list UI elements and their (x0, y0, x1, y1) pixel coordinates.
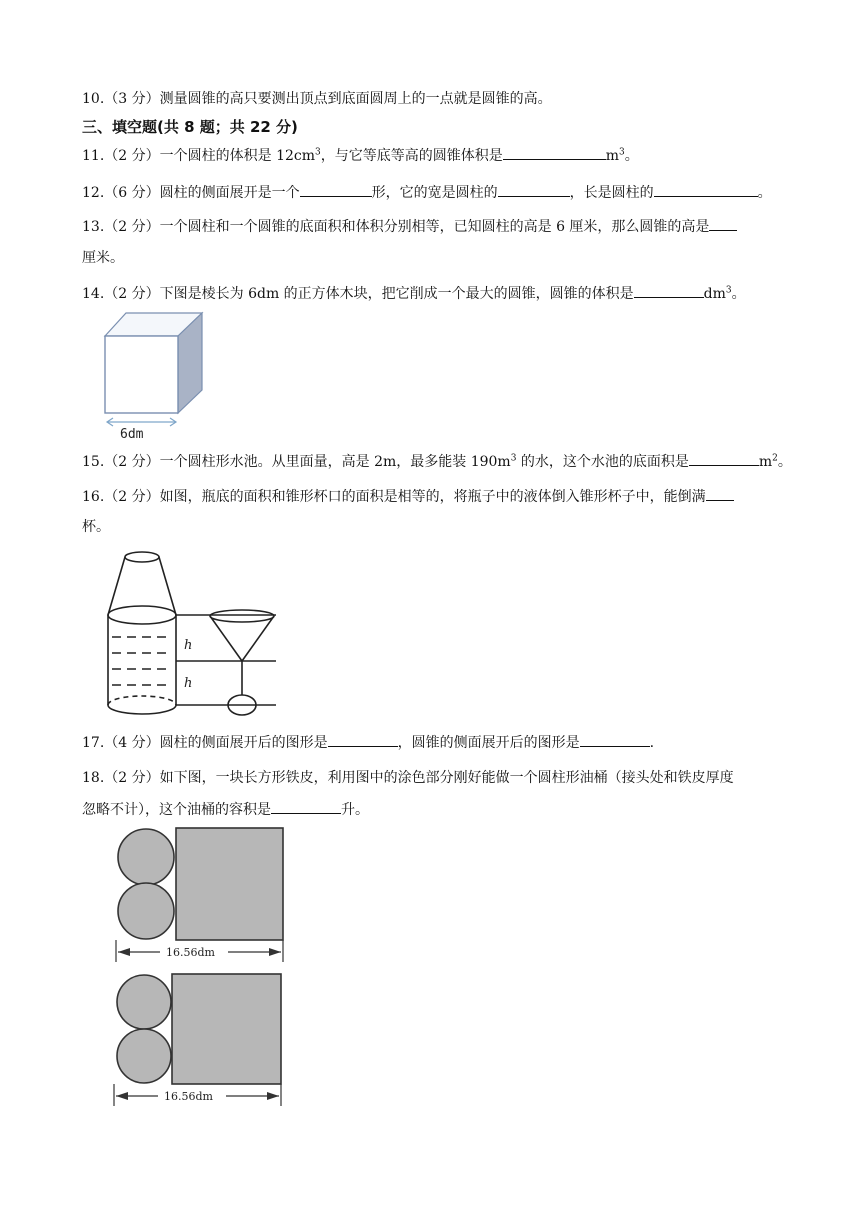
question-13-line-1: 13.（2 分）一个圆柱和一个圆锥的底面积和体积分别相等，已知圆柱的高是 6 厘米，那么圆锥的高是 (82, 216, 737, 237)
answer-blank[interactable] (654, 182, 758, 197)
answer-blank[interactable] (709, 216, 737, 231)
answer-blank[interactable] (498, 182, 570, 197)
width-label: 16.56dm (164, 1090, 213, 1103)
answer-blank[interactable] (328, 732, 398, 747)
question-14: 14.（2 分）下图是棱长为 6dm 的正方体木块，把它削成一个最大的圆锥，圆锥的体积是 $dm^3$。 (82, 283, 746, 304)
question-18-line-1: 18.（2 分）如下图，一块长方形铁皮，利用图中的涂色部分刚好能做一个圆柱形油桶（接头处和铁皮厚度 (82, 770, 734, 786)
height-label-1: h (184, 638, 193, 653)
width-label: 16.56dm (166, 946, 215, 959)
cube-figure (98, 308, 208, 443)
question-17: 17.（4 分）圆柱的侧面展开后的图形是 ，圆锥的侧面展开后的图形是 . (82, 732, 654, 753)
bottle-cone-figure (100, 545, 285, 725)
iron-sheet-figure-1 (110, 824, 290, 968)
question-18-line-2: 忽略不计），这个油桶的容积是 升。 (82, 799, 369, 820)
question-16-line-1: 16.（2 分）如图，瓶底的面积和锥形杯口的面积是相等的，将瓶子中的液体倒入锥形杯子中，能倒满 (82, 486, 734, 507)
edge-length-label: 6dm (120, 427, 144, 442)
answer-blank[interactable] (634, 283, 704, 298)
answer-blank[interactable] (689, 451, 759, 466)
answer-blank[interactable] (706, 486, 734, 501)
iron-sheet-figure-2 (110, 972, 290, 1112)
question-16-line-2: 杯。 (82, 519, 110, 535)
answer-blank[interactable] (503, 145, 606, 160)
answer-blank[interactable] (271, 799, 341, 814)
question-12: 12.（6 分）圆柱的侧面展开是一个 形，它的宽是圆柱的 ，长是圆柱的 。 (82, 182, 772, 203)
question-13-line-2: 厘米。 (82, 250, 124, 266)
question-10: 10.（3 分）测量圆锥的高只要测出顶点到底面圆周上的一点就是圆锥的高。 (82, 91, 552, 107)
section-heading: 三、填空题(共 8 题；共 22 分) (82, 118, 298, 136)
height-label-2: h (184, 676, 193, 691)
answer-blank[interactable] (580, 732, 650, 747)
question-15: 15.（2 分）一个圆柱形水池。从里面量，高是 2m，最多能装 $190m^3$ 的水，这个水池的底面积是 $m^2$。 (82, 451, 792, 472)
answer-blank[interactable] (300, 182, 372, 197)
question-11: 11.（2 分）一个圆柱的体积是 $12cm^3$，与它等底等高的圆锥体积是 $m^3$。 (82, 145, 639, 166)
